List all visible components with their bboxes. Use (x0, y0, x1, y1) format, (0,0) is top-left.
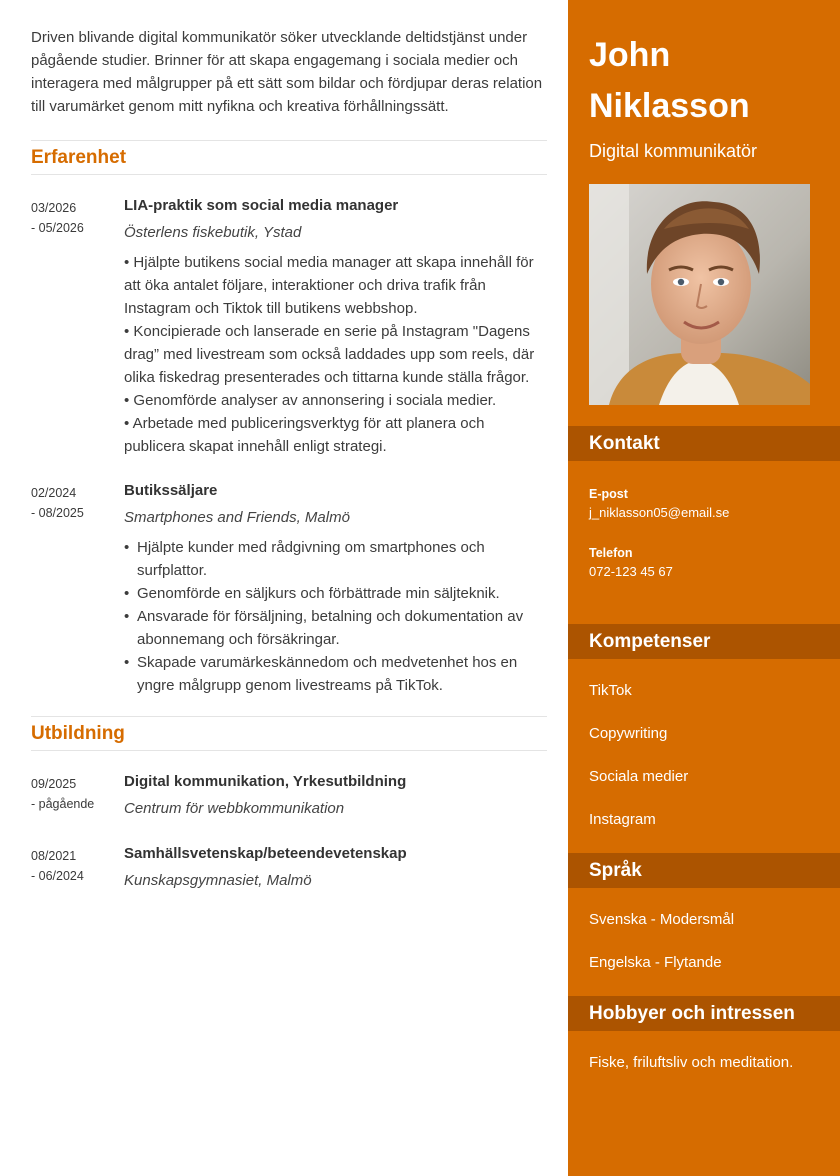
sidebar (568, 0, 840, 1176)
description-line: • Hjälpte butikens social media manager att skapa innehåll för att öka antalet följare, interaktioner och driva trafik från Instagram och Tiktok till butikens webbshop. (124, 254, 534, 317)
entry-title: Samhällsvetenskap/beteendevetenskap (124, 845, 407, 862)
skill-item: Instagram (589, 811, 656, 828)
skill-item: Copywriting (589, 725, 668, 742)
date-start: 03/2026 (31, 201, 77, 215)
description-line: • Koncipierade och lanserade en serie på Instagram "Dagens drag” med livestream som också laddades upp som reels, där olika fiskedrag presenterades och tittarna kunde ställa frågor. (124, 323, 535, 386)
education-heading: Utbildning (31, 716, 547, 751)
job-title: Digital kommunikatör (589, 141, 758, 161)
hobbies-heading: Hobbyer och intressen (568, 996, 840, 1031)
date-end: - pågående (31, 797, 95, 811)
entry-dates (31, 198, 121, 238)
entry-organization: Centrum för webbkommunikation (124, 800, 345, 817)
education-entry (31, 771, 547, 820)
entry-bullet-list (124, 536, 547, 697)
entry-title: Digital kommunikation, Yrkesutbildning (124, 773, 407, 790)
phone-value: 072-123 45 67 (589, 564, 673, 579)
entry-description (124, 251, 547, 458)
entry-organization: Österlens fiskebutik, Ystad (124, 224, 302, 241)
date-start: 09/2025 (31, 777, 77, 791)
date-end: - 05/2026 (31, 221, 84, 235)
language-item: Svenska - Modersmål (589, 911, 735, 928)
description-line: • Arbetade med publiceringsverktyg för att planera och publicera skapat innehåll enligt strategi. (124, 415, 485, 455)
email-value: j_niklasson05@email.se (589, 505, 730, 520)
last-name: Niklasson (589, 87, 750, 125)
skills-heading: Kompetenser (568, 624, 840, 659)
entry-dates (31, 483, 121, 523)
skill-item: TikTok (589, 682, 632, 699)
person-name (568, 0, 840, 132)
list-item: • Ansvarade för försäljning, betalning och dokumentation av abonnemang och försäkringar. (137, 605, 547, 651)
list-item: • Genomförde en säljkurs och förbättrade min säljteknik. (137, 582, 547, 605)
description-line: • Genomförde analyser av annonsering i sociala medier. (124, 392, 497, 409)
date-start: 08/2021 (31, 849, 77, 863)
profile-summary: Driven blivande digital kommunikatör söker utvecklande deltidstjänst under pågående studier. Brinner för att skapa engagemang i sociala medier och interagera med målgrupper på ett sätt som bildar och fördjupar deras relation till varumärket genom mitt nyfikna och kreativa förhållningssätt. (31, 29, 543, 115)
date-start: 02/2024 (31, 486, 77, 500)
experience-heading: Erfarenhet (31, 140, 547, 175)
date-end: - 08/2025 (31, 506, 84, 520)
phone-label: Telefon (589, 546, 633, 560)
list-item: • Hjälpte kunder med rådgivning om smartphones och surfplattor. (137, 536, 547, 582)
list-item: • Skapade varumärkeskännedom och medvetenhet hos en yngre målgrupp genom livestreams på TikTok. (137, 651, 547, 697)
language-item: Engelska - Flytande (589, 954, 722, 971)
entry-title: Butikssäljare (124, 482, 218, 499)
experience-entry (31, 480, 547, 697)
portrait-image (589, 184, 810, 405)
education-entry (31, 843, 547, 892)
entry-dates (31, 774, 121, 814)
languages-heading: Språk (568, 853, 840, 888)
experience-entry (31, 195, 547, 458)
date-end: - 06/2024 (31, 869, 84, 883)
hobbies-text: Fiske, friluftsliv och meditation. (589, 1054, 794, 1071)
entry-organization: Kunskapsgymnasiet, Malmö (124, 872, 312, 889)
profile-photo (589, 184, 810, 405)
entry-title: LIA-praktik som social media manager (124, 197, 399, 214)
email-label: E-post (589, 487, 628, 501)
entry-organization: Smartphones and Friends, Malmö (124, 509, 350, 526)
first-name: John (589, 36, 671, 74)
contact-heading: Kontakt (568, 426, 840, 461)
entry-dates (31, 846, 121, 886)
skill-item: Sociala medier (589, 768, 689, 785)
